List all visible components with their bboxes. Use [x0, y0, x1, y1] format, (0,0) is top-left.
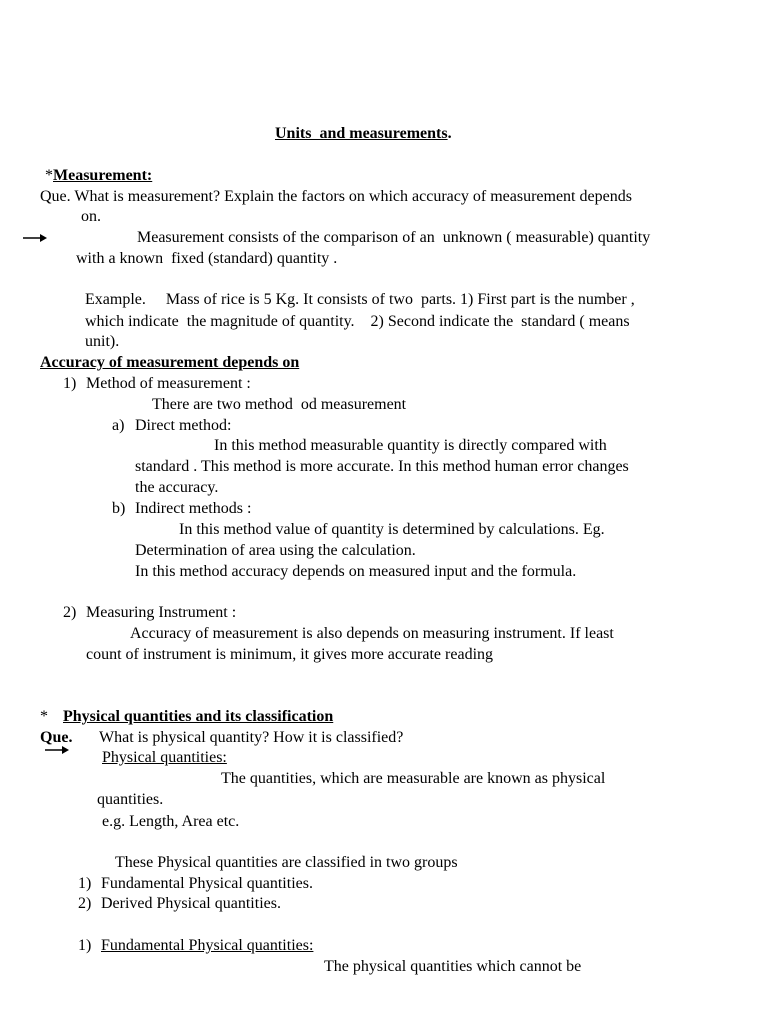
classified-text: These Physical quantities are classified in two groups: [115, 854, 458, 871]
physical-heading: Physical quantities and its classification: [63, 708, 334, 725]
b-num: b): [112, 500, 126, 517]
a-num: a): [112, 417, 125, 434]
measurement-answer-line1: Measurement consists of the comparison of an unknown ( measurable) quantity: [137, 229, 651, 246]
list1-num: 1): [78, 875, 92, 892]
item2-num: 2): [63, 604, 77, 621]
right-arrow-icon: [22, 233, 48, 243]
measurement-question-line2: on.: [81, 208, 101, 225]
b-label: Indirect methods :: [135, 500, 252, 517]
physical-subheading: Physical quantities:: [102, 749, 227, 766]
list2-num: 2): [78, 895, 92, 912]
item2-label: Measuring Instrument :: [86, 604, 237, 621]
bullet-star: *: [45, 167, 53, 184]
item1-label: Method of measurement :: [86, 375, 251, 392]
a-line2: standard . This method is more accurate. In this method human error changes: [135, 458, 629, 475]
b-line3: In this method accuracy depends on measured input and the formula.: [135, 563, 577, 580]
list2-label: Derived Physical quantities.: [101, 895, 281, 912]
physical-star: *: [40, 708, 48, 725]
item2-line1: Accuracy of measurement is also depends on measuring instrument. If least: [130, 625, 614, 642]
measurement-answer-line2: with a known fixed (standard) quantity .: [76, 250, 338, 267]
title-text: Units and measurements: [275, 125, 448, 142]
example-line3: unit).: [85, 333, 120, 350]
physical-que-label: Que.: [40, 729, 73, 746]
b-line1: In this method value of quantity is determined by calculations. Eg.: [179, 521, 605, 538]
physical-def-line2: quantities.: [97, 791, 164, 808]
page-title: [275, 124, 452, 144]
list1-label: Fundamental Physical quantities.: [101, 875, 313, 892]
measurement-question-line1: Que. What is measurement? Explain the factors on which accuracy of measurement depends: [40, 188, 632, 205]
right-arrow-icon: [44, 745, 70, 755]
fund-num: 1): [78, 937, 92, 954]
a-label: Direct method:: [135, 417, 232, 434]
b-line2: Determination of area using the calculation.: [135, 542, 416, 559]
fund-heading: Fundamental Physical quantities:: [101, 937, 314, 954]
physical-question: What is physical quantity? How it is classified?: [99, 729, 404, 746]
item1-intro: There are two method od measurement: [152, 396, 407, 413]
example-line1: Example. Mass of rice is 5 Kg. It consists of two parts. 1) First part is the number ,: [85, 291, 635, 308]
physical-def-line1: The quantities, which are measurable are known as physical: [221, 770, 606, 787]
example-line2: which indicate the magnitude of quantity. 2) Second indicate the standard ( means: [85, 313, 630, 330]
accuracy-heading: Accuracy of measurement depends on: [40, 354, 300, 371]
item1-num: 1): [63, 375, 77, 392]
measurement-heading: [45, 166, 152, 186]
physical-example: e.g. Length, Area etc.: [102, 813, 240, 830]
a-line1: In this method measurable quantity is directly compared with: [214, 437, 607, 454]
a-line3: the accuracy.: [135, 479, 219, 496]
fund-line1: The physical quantities which cannot be: [324, 958, 582, 975]
item2-line2: count of instrument is minimum, it gives more accurate reading: [86, 646, 494, 663]
measurement-heading-text: Measurement:: [53, 167, 153, 184]
title-period: .: [447, 125, 452, 142]
